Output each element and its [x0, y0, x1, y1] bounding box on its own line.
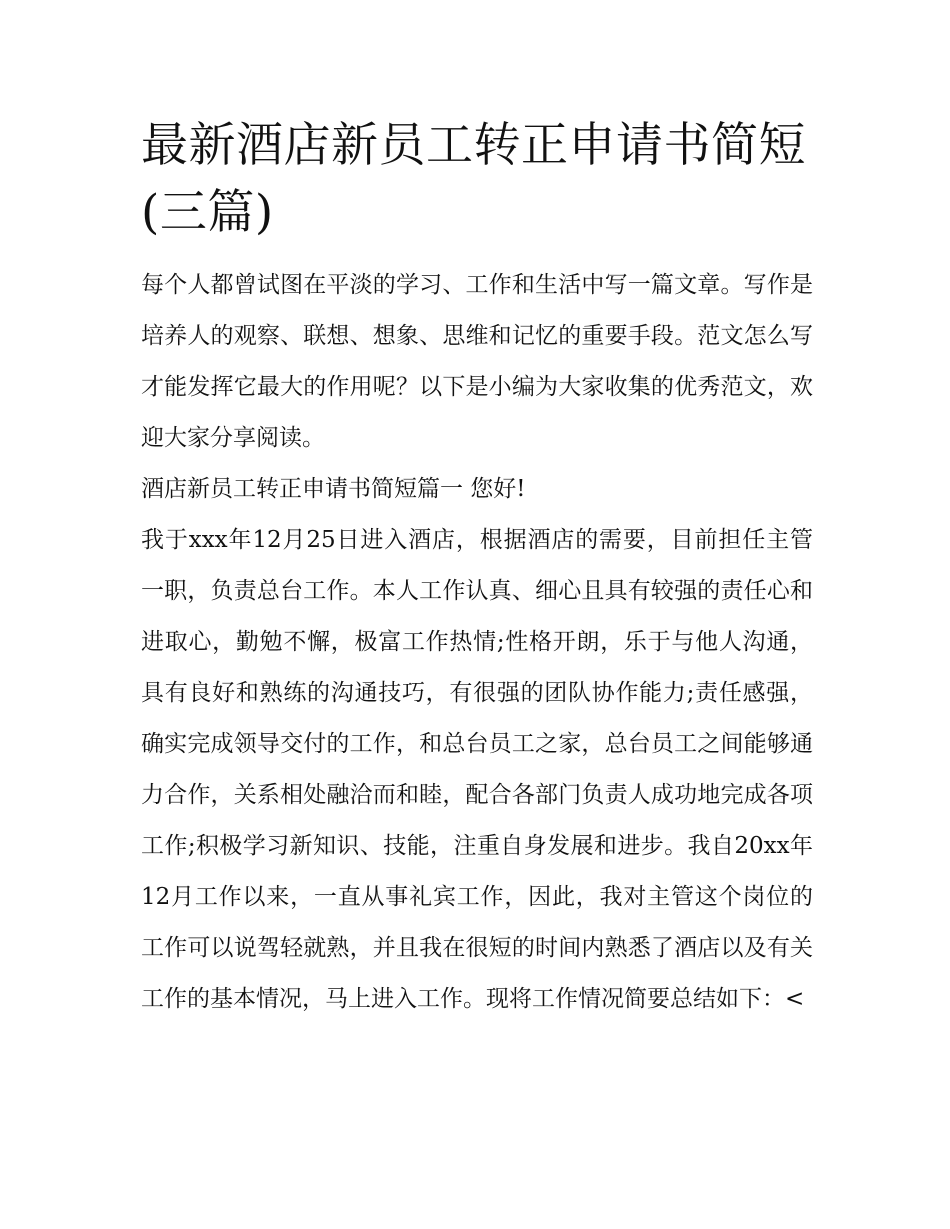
document-page: [141, 112, 813, 1025]
section-heading: 酒店新员工转正申请书简短篇一 您好!: [141, 476, 526, 502]
document-title: 最新酒店新员工转正申请书简短(三篇): [141, 118, 806, 240]
document-body: [141, 260, 813, 1025]
intro-paragraph: 每个人都曾试图在平淡的学习、工作和生活中写一篇文章。写作是培养人的观察、联想、想象、思维和记忆的重要手段。范文怎么写才能发挥它最大的作用呢？以下是小编为大家收集的优秀范文，欢迎大家分享阅读。: [141, 272, 813, 451]
body-paragraph: 我于xxx年12月25日进入酒店，根据酒店的需要，目前担任主管一职，负责总台工作。本人工作认真、细心且具有较强的责任心和进取心，勤勉不懈，极富工作热情;性格开朗，乐于与他人沟通，具有良好和熟练的沟通技巧，有很强的团队协作能力;责任感强，确实完成领导交付的工作，和总台员工之家，总台员工之间能够通力合作，关系相处融洽而和睦，配合各部门负责人成功地完成各项工作;积极学习新知识、技能，注重自身发展和进步。我自20xx年12月工作以来，一直从事礼宾工作，因此，我对主管这个岗位的工作可以说驾轻就熟，并且我在很短的时间内熟悉了酒店以及有关工作的基本情况，马上进入工作。现将工作情况简要总结如下：<: [141, 527, 813, 1012]
